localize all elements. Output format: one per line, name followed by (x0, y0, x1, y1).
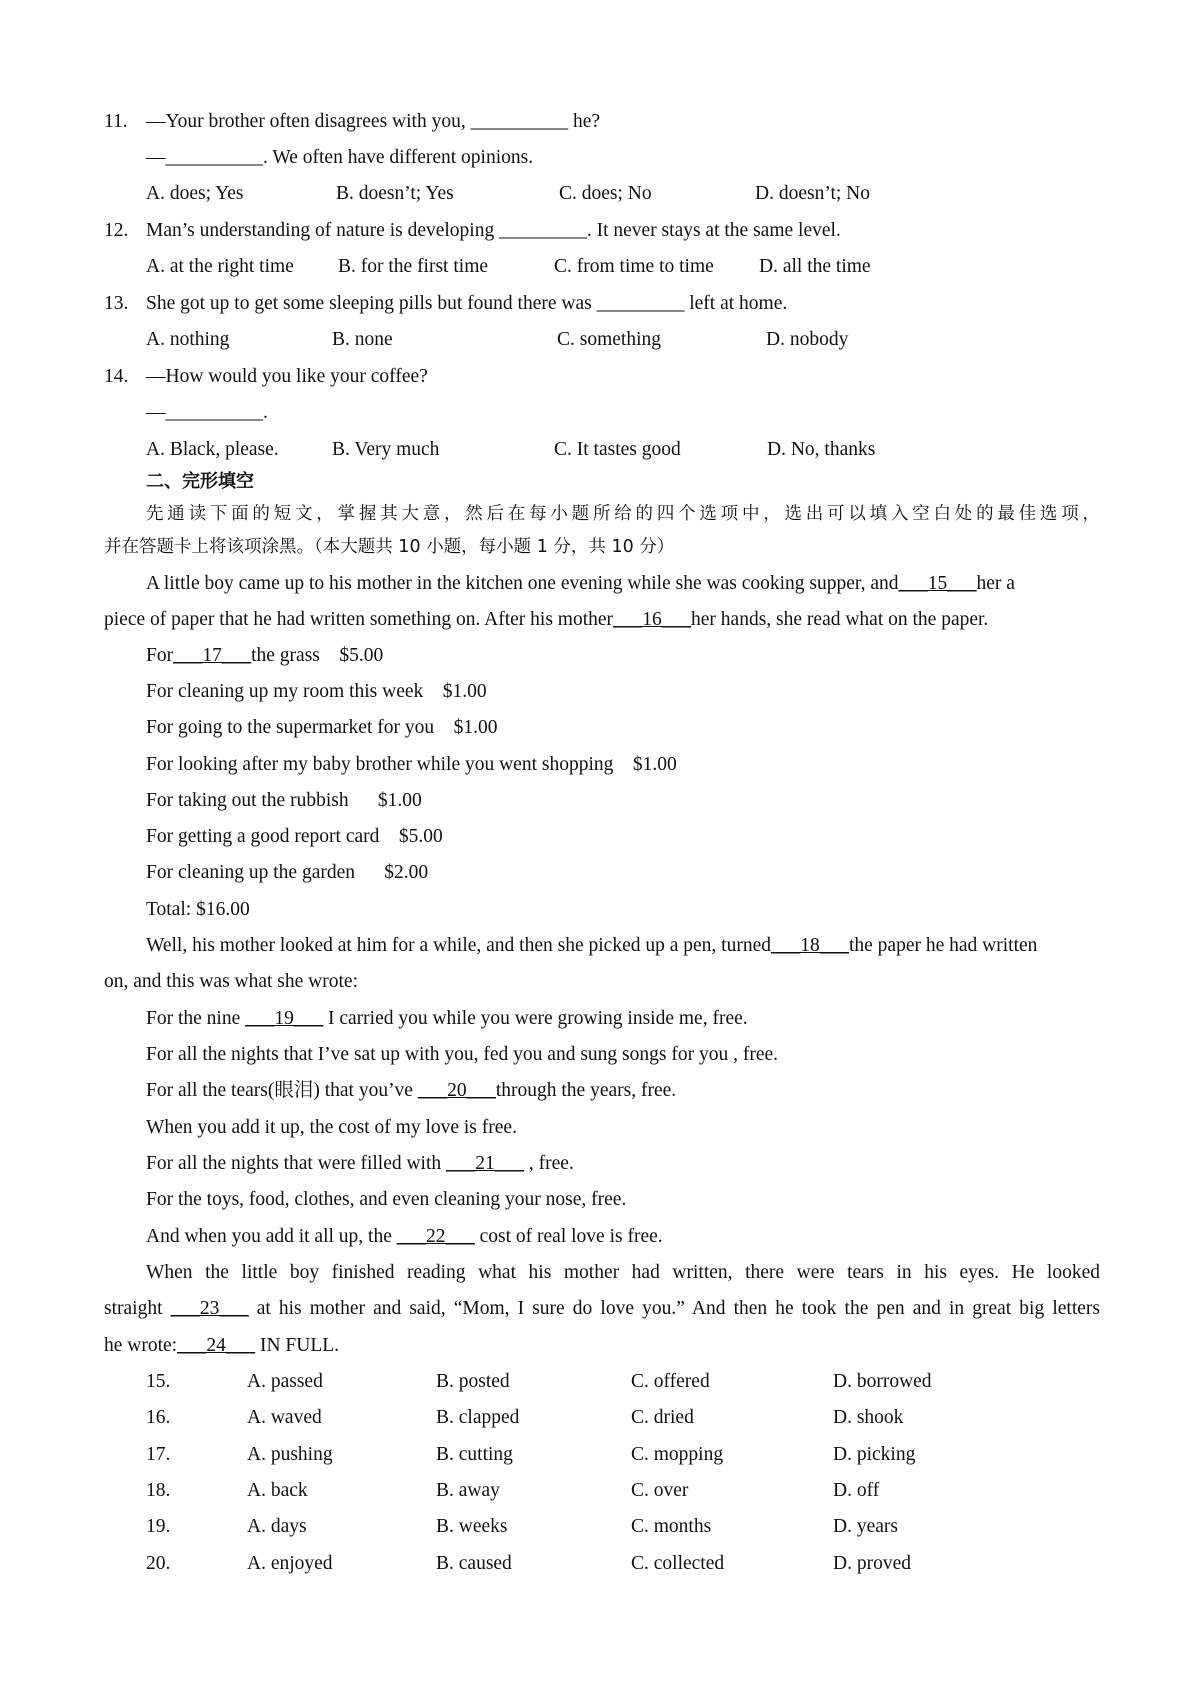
option-b[interactable]: B. posted (436, 1371, 510, 1392)
option-a[interactable]: A. waved (247, 1407, 322, 1428)
option-b[interactable]: B. away (436, 1480, 500, 1501)
bill-line: For looking after my baby brother while you went shopping $1.00 (146, 754, 677, 775)
blank-22[interactable]: ___22___ (396, 1226, 475, 1247)
bill-line: For getting a good report card $5.00 (146, 826, 443, 847)
bill-line: For cleaning up my room this week $1.00 (146, 681, 487, 702)
question-number: 17. (146, 1444, 171, 1465)
reply-line: For all the nights that I’ve sat up with you, fed you and sung songs for you , free. (146, 1044, 779, 1065)
option-b[interactable]: B. for the first time (338, 256, 489, 277)
question-number: 13. (104, 293, 129, 314)
option-c[interactable]: C. months (631, 1516, 712, 1537)
blank-16[interactable]: ___16___ (613, 609, 692, 630)
option-b[interactable]: B. Very much (332, 439, 440, 460)
option-a[interactable]: A. pushing (247, 1444, 333, 1465)
bill-line: For___17___the grass $5.00 (146, 645, 384, 666)
option-b[interactable]: B. weeks (436, 1516, 508, 1537)
blank-20[interactable]: ___20___ (417, 1080, 496, 1101)
option-c[interactable]: C. offered (631, 1371, 710, 1392)
question-stem: She got up to get some sleeping pills but found there was _________ left at home. (146, 293, 788, 314)
option-d[interactable]: D. off (833, 1480, 880, 1501)
option-a[interactable]: A. enjoyed (247, 1553, 333, 1574)
option-d[interactable]: D. picking (833, 1444, 916, 1465)
passage-line: he wrote:___24___ IN FULL. (104, 1335, 340, 1356)
option-d[interactable]: D. shook (833, 1407, 904, 1428)
option-d[interactable]: D. all the time (759, 256, 871, 277)
option-a[interactable]: A. at the right time (146, 256, 294, 277)
bill-line: For going to the supermarket for you $1.00 (146, 717, 498, 738)
question-number: 20. (146, 1553, 171, 1574)
blank-23[interactable]: ___23___ (170, 1298, 249, 1319)
reply-line: When you add it up, the cost of my love is free. (146, 1117, 517, 1138)
blank-17[interactable]: ___17___ (173, 645, 252, 666)
option-d[interactable]: D. No, thanks (767, 439, 876, 460)
option-c[interactable]: C. does; No (559, 183, 652, 204)
section-instructions-line-1: 先通读下面的短文，掌握其大意，然后在每小题所给的四个选项中，选出可以填入空白处的最佳选项， (146, 504, 1100, 524)
option-a[interactable]: A. passed (247, 1371, 323, 1392)
option-a[interactable]: A. days (247, 1516, 307, 1537)
option-d[interactable]: D. nobody (766, 329, 849, 350)
blank-15[interactable]: ___15___ (898, 573, 977, 594)
option-d[interactable]: D. proved (833, 1553, 911, 1574)
question-response: —__________. We often have different opinions. (146, 147, 534, 168)
question-number: 18. (146, 1480, 171, 1501)
bill-line: For taking out the rubbish $1.00 (146, 790, 422, 811)
question-stem: —Your brother often disagrees with you, __________ he? (146, 111, 601, 132)
reply-line: For the nine ___19___ I carried you while you were growing inside me, free. (146, 1008, 748, 1029)
question-number: 12. (104, 220, 129, 241)
option-b[interactable]: B. caused (436, 1553, 512, 1574)
question-number: 16. (146, 1407, 171, 1428)
option-c[interactable]: C. collected (631, 1553, 725, 1574)
question-number: 19. (146, 1516, 171, 1537)
option-c[interactable]: C. from time to time (554, 256, 714, 277)
option-c[interactable]: C. It tastes good (554, 439, 681, 460)
reply-line: And when you add it all up, the ___22___ cost of real love is free. (146, 1226, 663, 1247)
question-number: 11. (104, 111, 128, 132)
option-a[interactable]: A. Black, please. (146, 439, 279, 460)
reply-line: For all the tears(眼泪) that you’ve ___20___through the years, free. (146, 1080, 677, 1101)
option-b[interactable]: B. doesn’t; Yes (336, 183, 454, 204)
question-response: —__________. (146, 402, 268, 423)
question-number: 14. (104, 366, 129, 387)
option-d[interactable]: D. doesn’t; No (755, 183, 871, 204)
option-c[interactable]: C. dried (631, 1407, 694, 1428)
question-stem: —How would you like your coffee? (146, 366, 428, 387)
blank-18[interactable]: ___18___ (770, 935, 849, 956)
option-b[interactable]: B. cutting (436, 1444, 513, 1465)
blank-19[interactable]: ___19___ (245, 1008, 324, 1029)
option-b[interactable]: B. none (332, 329, 393, 350)
reply-line: For the toys, food, clothes, and even cleaning your nose, free. (146, 1189, 627, 1210)
passage-line: on, and this was what she wrote: (104, 971, 358, 992)
option-c[interactable]: C. something (557, 329, 662, 350)
option-d[interactable]: D. borrowed (833, 1371, 932, 1392)
option-a[interactable]: A. back (247, 1480, 308, 1501)
section-title: 二、完形填空 (146, 471, 254, 492)
option-c[interactable]: C. over (631, 1480, 689, 1501)
bill-line: For cleaning up the garden $2.00 (146, 862, 429, 883)
option-d[interactable]: D. years (833, 1516, 898, 1537)
passage-line: piece of paper that he had written something on. After his mother___16___her hands, she read what on the paper. (104, 609, 989, 630)
option-a[interactable]: A. does; Yes (146, 183, 244, 204)
option-a[interactable]: A. nothing (146, 329, 230, 350)
passage-line: A little boy came up to his mother in the kitchen one evening while she was cooking supper, and___15___her a (146, 573, 1015, 594)
section-instructions-line-2: 并在答题卡上将该项涂黑。（本大题共 10 小题，每小题 1 分，共 10 分） (104, 537, 675, 557)
question-number: 15. (146, 1371, 171, 1392)
blank-24[interactable]: ___24___ (177, 1335, 256, 1356)
passage-line: When the little boy finished reading what his mother had written, there were tears in his eyes. He looked (146, 1262, 1100, 1283)
passage-line: straight ___23___ at his mother and said, “Mom, I sure do love you.” And then he took the pen and in great big letters (104, 1298, 1100, 1319)
bill-total: Total: $16.00 (146, 899, 250, 920)
blank-21[interactable]: ___21___ (446, 1153, 525, 1174)
reply-line: For all the nights that were filled with ___21___ , free. (146, 1153, 574, 1174)
passage-line: Well, his mother looked at him for a while, and then she picked up a pen, turned___18___the paper he had written (146, 935, 1038, 956)
option-c[interactable]: C. mopping (631, 1444, 724, 1465)
option-b[interactable]: B. clapped (436, 1407, 520, 1428)
question-stem: Man’s understanding of nature is developing _________. It never stays at the same level. (146, 220, 841, 241)
